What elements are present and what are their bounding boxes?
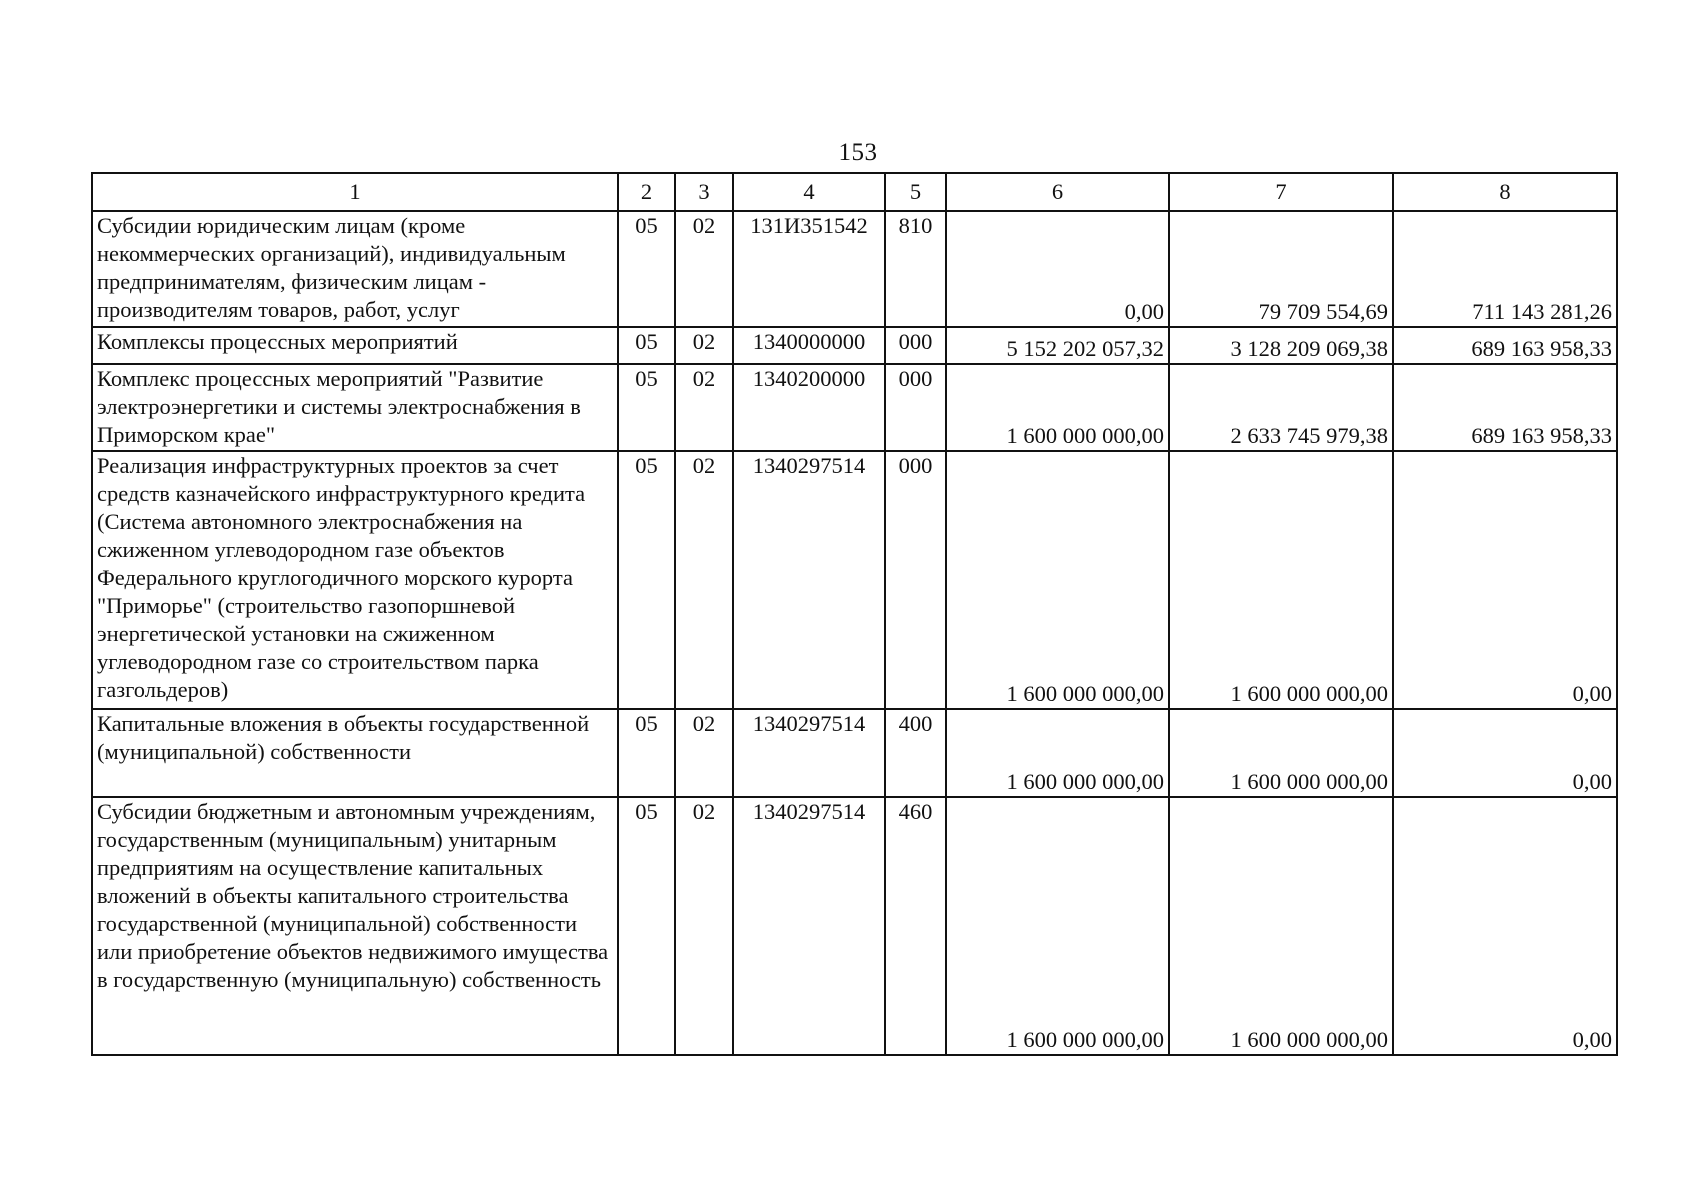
row-amount-col7-cell: 79 709 554,69 xyxy=(1169,211,1393,327)
row-target-article-cell: 1340000000 xyxy=(733,327,885,364)
row-amount-col8-cell: 0,00 xyxy=(1393,451,1617,709)
row-expense-type-cell: 400 xyxy=(885,709,946,797)
row-amount-col7-cell: 2 633 745 979,38 xyxy=(1169,364,1393,451)
column-header-6: 6 xyxy=(946,173,1169,211)
table-row xyxy=(92,451,1617,709)
row-amount-col8-cell: 0,00 xyxy=(1393,797,1617,1055)
row-name-cell: Комплекс процессных мероприятий "Развитие электроэнергетики и системы электроснабжения в Приморском крае" xyxy=(92,364,618,451)
table-row xyxy=(92,327,1617,364)
row-subsection-cell: 02 xyxy=(675,797,733,1055)
row-target-article-cell: 1340297514 xyxy=(733,709,885,797)
row-name-cell: Субсидии бюджетным и автономным учреждениям, государственным (муниципальным) унитарным предприятиям на осуществление капитальных вложений в объекты капитального строительства государственной (муниципальной) собственности или приобретение объектов недвижимого имущества в государственную (муниципальную) собственность xyxy=(92,797,618,1055)
row-amount-col6-cell: 1 600 000 000,00 xyxy=(946,451,1169,709)
row-subsection-cell: 02 xyxy=(675,211,733,327)
row-name-cell: Капитальные вложения в объекты государственной (муниципальной) собственности xyxy=(92,709,618,797)
row-target-article-cell: 1340297514 xyxy=(733,451,885,709)
row-amount-col7-cell: 1 600 000 000,00 xyxy=(1169,709,1393,797)
column-header-1: 1 xyxy=(92,173,618,211)
row-amount-col7-cell: 3 128 209 069,38 xyxy=(1169,327,1393,364)
column-header-7: 7 xyxy=(1169,173,1393,211)
row-section-cell: 05 xyxy=(618,364,675,451)
row-expense-type-cell: 460 xyxy=(885,797,946,1055)
row-target-article-cell: 1340200000 xyxy=(733,364,885,451)
table-row xyxy=(92,797,1617,1055)
table-row xyxy=(92,364,1617,451)
row-subsection-cell: 02 xyxy=(675,451,733,709)
row-section-cell: 05 xyxy=(618,709,675,797)
row-subsection-cell: 02 xyxy=(675,364,733,451)
row-amount-col8-cell: 689 163 958,33 xyxy=(1393,364,1617,451)
row-section-cell: 05 xyxy=(618,211,675,327)
page-number: 153 xyxy=(838,139,878,166)
column-header-8: 8 xyxy=(1393,173,1617,211)
row-subsection-cell: 02 xyxy=(675,327,733,364)
table-header-row xyxy=(92,173,1617,211)
row-section-cell: 05 xyxy=(618,797,675,1055)
row-amount-col7-cell: 1 600 000 000,00 xyxy=(1169,451,1393,709)
row-section-cell: 05 xyxy=(618,451,675,709)
row-subsection-cell: 02 xyxy=(675,709,733,797)
budget-table xyxy=(91,172,1618,1056)
row-name-cell: Комплексы процессных мероприятий xyxy=(92,327,618,364)
row-target-article-cell: 131И351542 xyxy=(733,211,885,327)
column-header-2: 2 xyxy=(618,173,675,211)
row-name-cell: Реализация инфраструктурных проектов за счет средств казначейского инфраструктурного кредита (Система автономного электроснабжения на сжиженном углеводородном газе объектов Федерального круглогодичного морского курорта "Приморье" (строительство газопоршневой энергетической установки на сжиженном углеводородном газе со строительством парка газгольдеров) xyxy=(92,451,618,709)
row-expense-type-cell: 000 xyxy=(885,364,946,451)
row-amount-col6-cell: 1 600 000 000,00 xyxy=(946,364,1169,451)
row-amount-col6-cell: 1 600 000 000,00 xyxy=(946,709,1169,797)
row-amount-col8-cell: 0,00 xyxy=(1393,709,1617,797)
row-expense-type-cell: 000 xyxy=(885,451,946,709)
row-section-cell: 05 xyxy=(618,327,675,364)
row-amount-col6-cell: 5 152 202 057,32 xyxy=(946,327,1169,364)
column-header-5: 5 xyxy=(885,173,946,211)
row-amount-col7-cell: 1 600 000 000,00 xyxy=(1169,797,1393,1055)
row-amount-col8-cell: 711 143 281,26 xyxy=(1393,211,1617,327)
row-target-article-cell: 1340297514 xyxy=(733,797,885,1055)
table-row xyxy=(92,709,1617,797)
row-amount-col8-cell: 689 163 958,33 xyxy=(1393,327,1617,364)
row-name-cell: Субсидии юридическим лицам (кроме некоммерческих организаций), индивидуальным предпринимателям, физическим лицам - производителям товаров, работ, услуг xyxy=(92,211,618,327)
column-header-3: 3 xyxy=(675,173,733,211)
row-amount-col6-cell: 0,00 xyxy=(946,211,1169,327)
column-header-4: 4 xyxy=(733,173,885,211)
row-amount-col6-cell: 1 600 000 000,00 xyxy=(946,797,1169,1055)
row-expense-type-cell: 000 xyxy=(885,327,946,364)
table-row xyxy=(92,211,1617,327)
row-expense-type-cell: 810 xyxy=(885,211,946,327)
